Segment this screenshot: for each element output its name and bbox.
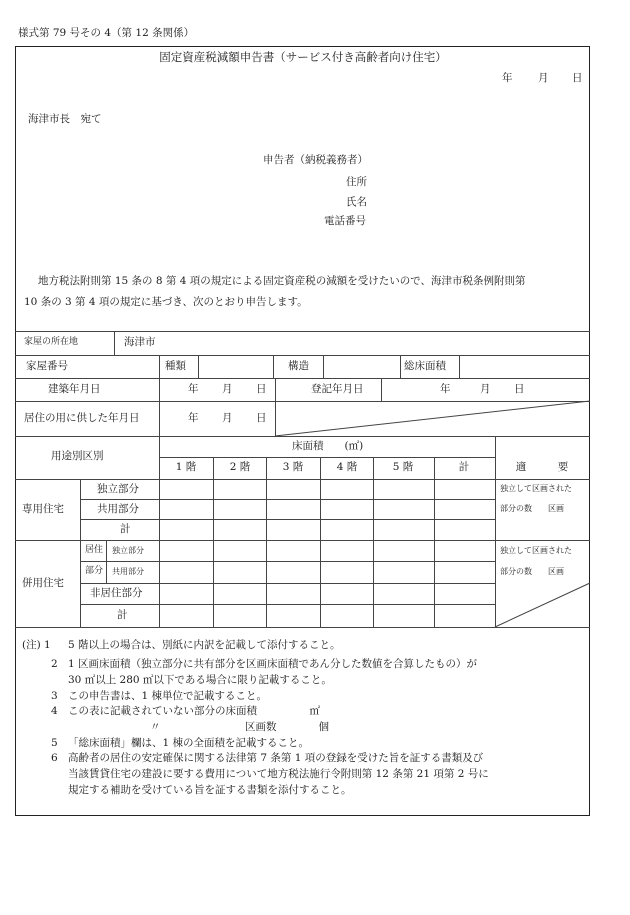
location-label: 家屋の所在地 xyxy=(24,337,79,347)
floor-total-header: 計 xyxy=(458,461,470,473)
floor-area-header: 床面積 (㎡) xyxy=(292,440,364,452)
combined-note-1: 独立して区画された xyxy=(500,546,572,555)
floor-5-header: 5 階 xyxy=(392,461,414,473)
structure-label: 構造 xyxy=(288,360,309,372)
form-title: 固定資産税減額申告書（サービス付き高齢者向け住宅） xyxy=(159,50,447,64)
floor-4-header: 4 階 xyxy=(336,461,358,473)
built-date-label: 建築年月日 xyxy=(48,383,101,395)
usage-category-label: 用途別区別 xyxy=(51,450,104,462)
note-4-ditto: 〃 xyxy=(150,721,161,733)
built-date-year[interactable]: 年 xyxy=(188,383,199,395)
body-text-line-2: 10 条の 3 第 4 項の規定に基づき、次のとおり申告します。 xyxy=(24,296,308,308)
dedicated-housing-label: 専用住宅 xyxy=(22,503,64,515)
note-6-line-2: 当該賃貸住宅の建設に要する費用について地方税法施行令附則第 12 条第 21 項第 2 号に xyxy=(68,768,489,780)
residence-part-top: 居住 xyxy=(85,545,104,555)
dedicated-note-2[interactable]: 部分の数 区画 xyxy=(500,504,564,513)
note-4-number: 4 xyxy=(51,705,58,717)
combined-housing-label: 併用住宅 xyxy=(22,577,64,589)
built-date-day[interactable]: 日 xyxy=(256,383,267,395)
declarant-phone-label[interactable]: 電話番号 xyxy=(324,215,366,227)
residence-part-bottom: 部分 xyxy=(85,566,104,576)
addressee: 海津市長 宛て xyxy=(28,113,102,125)
location-value[interactable]: 海津市 xyxy=(124,336,156,348)
registered-date-day[interactable]: 日 xyxy=(514,383,525,395)
dedicated-note-1: 独立して区画された xyxy=(500,484,572,493)
table-bottom-rule xyxy=(15,627,590,628)
note-1-line-1: 5 階以上の場合は、別紙に内訳を記載して添付すること。 xyxy=(68,639,341,651)
declarant-address-label[interactable]: 住所 xyxy=(346,176,367,188)
date-year[interactable]: 年 xyxy=(502,72,513,84)
note-6-line-1: 高齢者の居住の安定確保に関する法律第 7 条第 1 項の登録を受けた旨を証する書類及び xyxy=(68,752,484,764)
note-5-line-1: 「総床面積」欄は、1 棟の全面積を記載すること。 xyxy=(68,737,310,749)
declarant-label: 申告者（納税義務者） xyxy=(263,154,368,166)
date-month[interactable]: 月 xyxy=(538,72,549,84)
combined-note-2[interactable]: 部分の数 区画 xyxy=(500,567,564,576)
dedicated-shared-label: 共用部分 xyxy=(97,503,139,515)
registered-date-month[interactable]: 月 xyxy=(480,383,491,395)
remarks-header: 適 要 xyxy=(515,461,569,473)
house-number-label: 家屋番号 xyxy=(26,360,68,372)
residence-date-day[interactable]: 日 xyxy=(256,412,267,424)
residence-date-year[interactable]: 年 xyxy=(188,412,199,424)
combined-independent-label: 独立部分 xyxy=(112,546,144,555)
note-6-number: 6 xyxy=(51,752,58,764)
note-2-line-2: 30 ㎡以上 280 ㎡以下である場合に限り記載すること。 xyxy=(68,674,332,686)
date-day[interactable]: 日 xyxy=(572,72,583,84)
residence-date-month[interactable]: 月 xyxy=(222,412,233,424)
note-4-count: 区画数 個 xyxy=(245,721,329,733)
note-5-number: 5 xyxy=(51,737,58,749)
combined-shared-label: 共用部分 xyxy=(112,567,144,576)
note-3-number: 3 xyxy=(51,690,58,702)
registered-date-label: 登記年月日 xyxy=(311,383,364,395)
form-code: 様式第 79 号その 4（第 12 条関係） xyxy=(18,27,195,39)
note-6-line-3: 規定する補助を受けている旨を証する書類を添付すること。 xyxy=(68,784,352,796)
body-text-line-1: 地方税法附則第 15 条の 8 第 4 項の規定による固定資産税の減額を受けたいので、海津市税条例附則第 xyxy=(38,275,526,287)
combined-total-label: 計 xyxy=(117,609,128,621)
registered-date-year[interactable]: 年 xyxy=(440,383,451,395)
floor-3-header: 3 階 xyxy=(282,461,304,473)
dedicated-independent-label: 独立部分 xyxy=(97,483,139,495)
note-2-number: 2 xyxy=(51,658,58,670)
table-top-rule xyxy=(15,331,590,332)
total-floor-area-label: 総床面積 xyxy=(404,360,446,372)
residence-date-label: 居住の用に供した年月日 xyxy=(24,412,140,424)
note-3-line-1: この申告書は、1 棟単位で記載すること。 xyxy=(68,690,268,702)
declarant-name-label[interactable]: 氏名 xyxy=(346,196,367,208)
dedicated-total-label: 計 xyxy=(120,523,131,535)
floor-1-header: 1 階 xyxy=(175,461,197,473)
non-residence-label: 非居住部分 xyxy=(90,587,143,599)
built-date-month[interactable]: 月 xyxy=(222,383,233,395)
type-label: 種類 xyxy=(165,360,186,372)
note-2-line-1: 1 区画床面積（独立部分に共有部分を区画床面積であん分した数値を合算したもの）が xyxy=(68,658,478,670)
notes-prefix: (注) 1 xyxy=(22,639,51,651)
note-4-line-1: この表に記載されていない部分の床面積 ㎡ xyxy=(68,705,320,717)
floor-2-header: 2 階 xyxy=(229,461,251,473)
